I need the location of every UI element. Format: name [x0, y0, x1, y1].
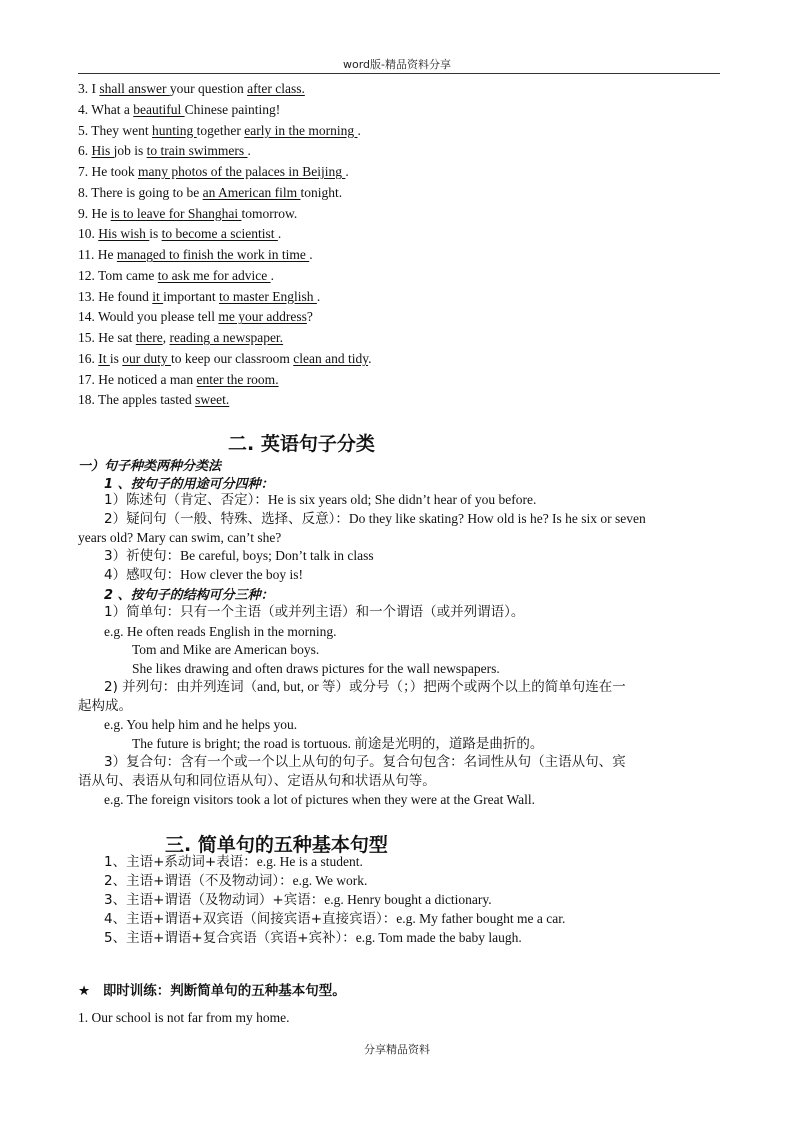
sentence-text: . — [277, 226, 282, 242]
sentence-text: The apples tasted — [98, 392, 196, 408]
example-sentence — [78, 225, 281, 243]
header-rule — [78, 73, 720, 74]
text-line-b2 — [104, 623, 336, 641]
sentence-text: . — [357, 122, 361, 138]
example-number: 14. — [78, 309, 99, 325]
text-line-a4 — [104, 547, 374, 565]
chinese-text: 3）复合句：含有一个或一个以上从句的句子。复合句包含：名词性从句（主语从句、宾 — [104, 754, 626, 770]
chinese-text: 语从句、表语从句和同位语从句）、定语从句和状语从句等。 — [78, 773, 436, 789]
english-text: and, but, or — [257, 679, 323, 694]
pattern-item — [104, 891, 492, 909]
text-line-a1 — [104, 491, 536, 509]
structure-classification-heading: 2 、按句子的结构可分三种： — [104, 588, 274, 603]
practice-question-1: 1. Our school is not far from my home. — [78, 1010, 290, 1025]
english-text: e.g. He often reads English in the morning. — [104, 624, 337, 639]
example-sentence — [78, 122, 361, 140]
chinese-text: 3）祈使句： — [104, 548, 181, 564]
text-line-b9 — [104, 753, 626, 771]
underlined-phrase: enter the room. — [196, 371, 279, 387]
underlined-phrase: reading a newspaper. — [169, 330, 284, 345]
practice-title: 即时训练：判断简单句的五种基本句型。 — [102, 983, 346, 999]
sentence-text: , — [162, 330, 170, 345]
pattern-example: e.g. Tom made the baby laugh. — [355, 930, 522, 945]
chinese-text: 4）感叹句： — [104, 567, 181, 583]
sentence-text: is — [109, 350, 123, 366]
example-number: 18. — [78, 392, 99, 408]
pattern-formula: 2、主语+谓语（不及物动词）： — [104, 873, 293, 889]
pattern-example: e.g. Henry bought a dictionary. — [324, 892, 492, 907]
english-text: Do they like skating? How old is he? Is he six or seven — [348, 511, 646, 526]
chinese-text: 1）陈述句（肯定、否定）： — [104, 492, 268, 508]
text-line-b1 — [104, 603, 524, 621]
example-sentence — [78, 288, 320, 306]
example-number: 8. — [78, 184, 92, 200]
english-text: She likes drawing and often draws pictures for the wall newspapers. — [132, 661, 500, 676]
sentence-text: He noticed a man — [98, 371, 197, 387]
chinese-text: 2) 并列句：由并列连词（ — [104, 679, 258, 695]
example-number: 10. — [78, 226, 99, 242]
example-sentence — [78, 184, 342, 202]
text-line-b3 — [132, 641, 319, 659]
sentence-text: your question — [169, 81, 248, 96]
sentence-text: Tom came — [98, 267, 158, 283]
example-sentence — [78, 101, 280, 119]
underlined-phrase: His wish — [98, 226, 150, 242]
sentence-text: They went — [91, 122, 152, 138]
pattern-example: e.g. My father bought me a car. — [396, 911, 566, 926]
sentence-text: What a — [91, 101, 134, 117]
text-line-b5 — [104, 678, 626, 696]
sentence-text: He sat — [98, 330, 136, 345]
pattern-example: e.g. He is a student. — [256, 854, 363, 869]
sentence-text: He — [97, 247, 117, 262]
pattern-item — [104, 853, 363, 871]
underlined-phrase: to master English — [219, 288, 317, 304]
example-number: 7. — [78, 164, 92, 179]
underlined-phrase: our duty — [122, 350, 172, 366]
english-text: years old? Mary can swim, can’t she? — [78, 530, 282, 545]
underlined-phrase: an American film — [202, 184, 301, 200]
sentence-text: There is going to be — [91, 184, 203, 200]
text-line-b10 — [78, 772, 436, 790]
english-text: Be careful, boys; Don’t talk in class — [180, 548, 374, 563]
example-sentence — [78, 163, 349, 181]
sentence-text: . — [368, 350, 372, 366]
pattern-item — [104, 929, 522, 947]
underlined-phrase: hunting — [152, 122, 197, 138]
sentence-text: job is — [113, 143, 147, 159]
underlined-phrase: it — [152, 288, 164, 304]
underlined-phrase: me your address — [218, 309, 307, 325]
pattern-formula: 5、主语+谓语+复合宾语（宾语+宾补）： — [104, 930, 356, 946]
example-number: 6. — [78, 143, 92, 159]
sentence-text: Would you please tell — [98, 309, 219, 325]
english-text: e.g. The foreign visitors took a lot of pictures when they were at the Great Wall. — [104, 792, 536, 807]
english-text: Tom and Mike are American boys. — [132, 642, 320, 657]
pattern-item — [104, 910, 565, 928]
example-number: 3. — [78, 81, 92, 96]
sentence-text: He took — [91, 164, 138, 179]
underlined-phrase: sweet. — [195, 392, 230, 408]
sentence-text: Chinese painting! — [184, 101, 281, 117]
sentence-text: I — [91, 81, 100, 96]
sentence-text: He — [91, 205, 111, 221]
example-number: 12. — [78, 267, 99, 283]
underlined-phrase: It — [98, 350, 110, 366]
underlined-phrase: shall answer — [99, 81, 170, 96]
chinese-text: 前途是光明的，道路是曲折的。 — [354, 736, 544, 752]
practice-heading — [78, 979, 346, 999]
underlined-phrase: there — [135, 330, 163, 345]
text-line-a2 — [104, 510, 646, 528]
sentence-text: . — [309, 247, 313, 262]
example-number: 9. — [78, 205, 92, 221]
english-text: The future is bright; the road is tortuous. — [132, 736, 355, 751]
sentence-text: to keep our classroom — [171, 350, 294, 366]
sentence-text: together — [196, 122, 245, 138]
example-sentence — [78, 329, 283, 347]
sentence-text: tomorrow. — [241, 205, 298, 221]
chinese-text: 1）简单句：只有一个主语（或并列主语）和一个谓语（或并列谓语）。 — [104, 604, 525, 620]
underlined-phrase: after class. — [247, 81, 305, 96]
text-line-a3 — [78, 529, 281, 547]
example-sentence — [78, 308, 313, 326]
underlined-phrase: in Beijing — [288, 164, 346, 179]
underlined-phrase: is to leave for Shanghai — [110, 205, 242, 221]
sentence-text: . — [247, 143, 251, 159]
use-classification-heading: 1 、按句子的用途可分四种： — [104, 477, 274, 492]
page-footer: 分享精品资料 — [364, 1043, 430, 1056]
example-sentence — [78, 246, 313, 264]
sentence-text: . — [345, 164, 349, 179]
example-number: 17. — [78, 371, 99, 387]
text-line-b11 — [104, 791, 535, 809]
pattern-formula: 3、主语+谓语（及物动词）+宾语： — [104, 892, 325, 908]
section-2-title: 二. 英语句子分类 — [228, 433, 375, 455]
example-sentence — [78, 267, 274, 285]
sentence-text: . — [270, 267, 275, 283]
example-sentence — [78, 142, 251, 160]
underlined-phrase: clean and tidy — [293, 350, 369, 366]
text-line-b7 — [104, 716, 297, 734]
sentence-text: He found — [98, 288, 153, 304]
underlined-phrase: His — [91, 143, 114, 159]
text-line-b6 — [78, 697, 132, 715]
underlined-phrase: beautiful — [133, 101, 185, 117]
example-number: 16. — [78, 350, 99, 366]
example-number: 13. — [78, 288, 99, 304]
chinese-text: 起构成。 — [78, 698, 132, 714]
example-sentence — [78, 350, 371, 368]
page-header: word版-精品资料分享 — [342, 58, 451, 71]
example-sentence — [78, 80, 305, 98]
sentence-text: tonight. — [300, 184, 343, 200]
underlined-phrase: managed — [116, 247, 169, 262]
section-3-title: 三. 简单句的五种基本句型 — [165, 834, 388, 856]
pattern-example: e.g. We work. — [292, 873, 368, 888]
pattern-formula: 1、主语+系动词+表语： — [104, 854, 257, 870]
sentence-text: . — [316, 288, 321, 304]
text-line-b8 — [132, 735, 543, 753]
english-text: e.g. You help him and he helps you. — [104, 717, 298, 732]
sentence-text: is — [149, 226, 162, 242]
example-number: 4. — [78, 101, 92, 117]
sentence-text: important — [163, 288, 220, 304]
english-text: He is six years old; She didn’t hear of you before. — [267, 492, 537, 507]
example-sentence — [78, 391, 229, 409]
underlined-phrase: to ask me for advice — [157, 267, 271, 283]
example-number: 5. — [78, 122, 92, 138]
underlined-phrase: to become a scientist — [161, 226, 278, 242]
underlined-phrase: to finish the work in time — [168, 247, 310, 262]
chinese-text: 2）疑问句（一般、特殊、选择、反意）： — [104, 511, 349, 527]
underlined-phrase: early in the morning — [244, 122, 358, 138]
subsection-heading: 一）句子种类两种分类法 — [78, 459, 222, 474]
text-line-a5 — [104, 566, 303, 584]
text-line-b4 — [132, 660, 500, 678]
example-number: 11. — [78, 247, 98, 262]
underlined-phrase: many photos of the palaces — [138, 164, 289, 179]
underlined-phrase: to train swimmers — [146, 143, 248, 159]
example-sentence — [78, 371, 279, 389]
example-sentence — [78, 205, 297, 223]
sentence-text: ? — [306, 309, 313, 325]
pattern-formula: 4、主语+谓语+双宾语（间接宾语+直接宾语）： — [104, 911, 397, 927]
star-icon: ★ — [78, 983, 91, 999]
example-number: 15. — [78, 330, 99, 345]
pattern-item — [104, 872, 367, 890]
chinese-text: 等）或分号（；）把两个或两个以上的简单句连在一 — [322, 679, 626, 695]
english-text: How clever the boy is! — [180, 567, 304, 582]
